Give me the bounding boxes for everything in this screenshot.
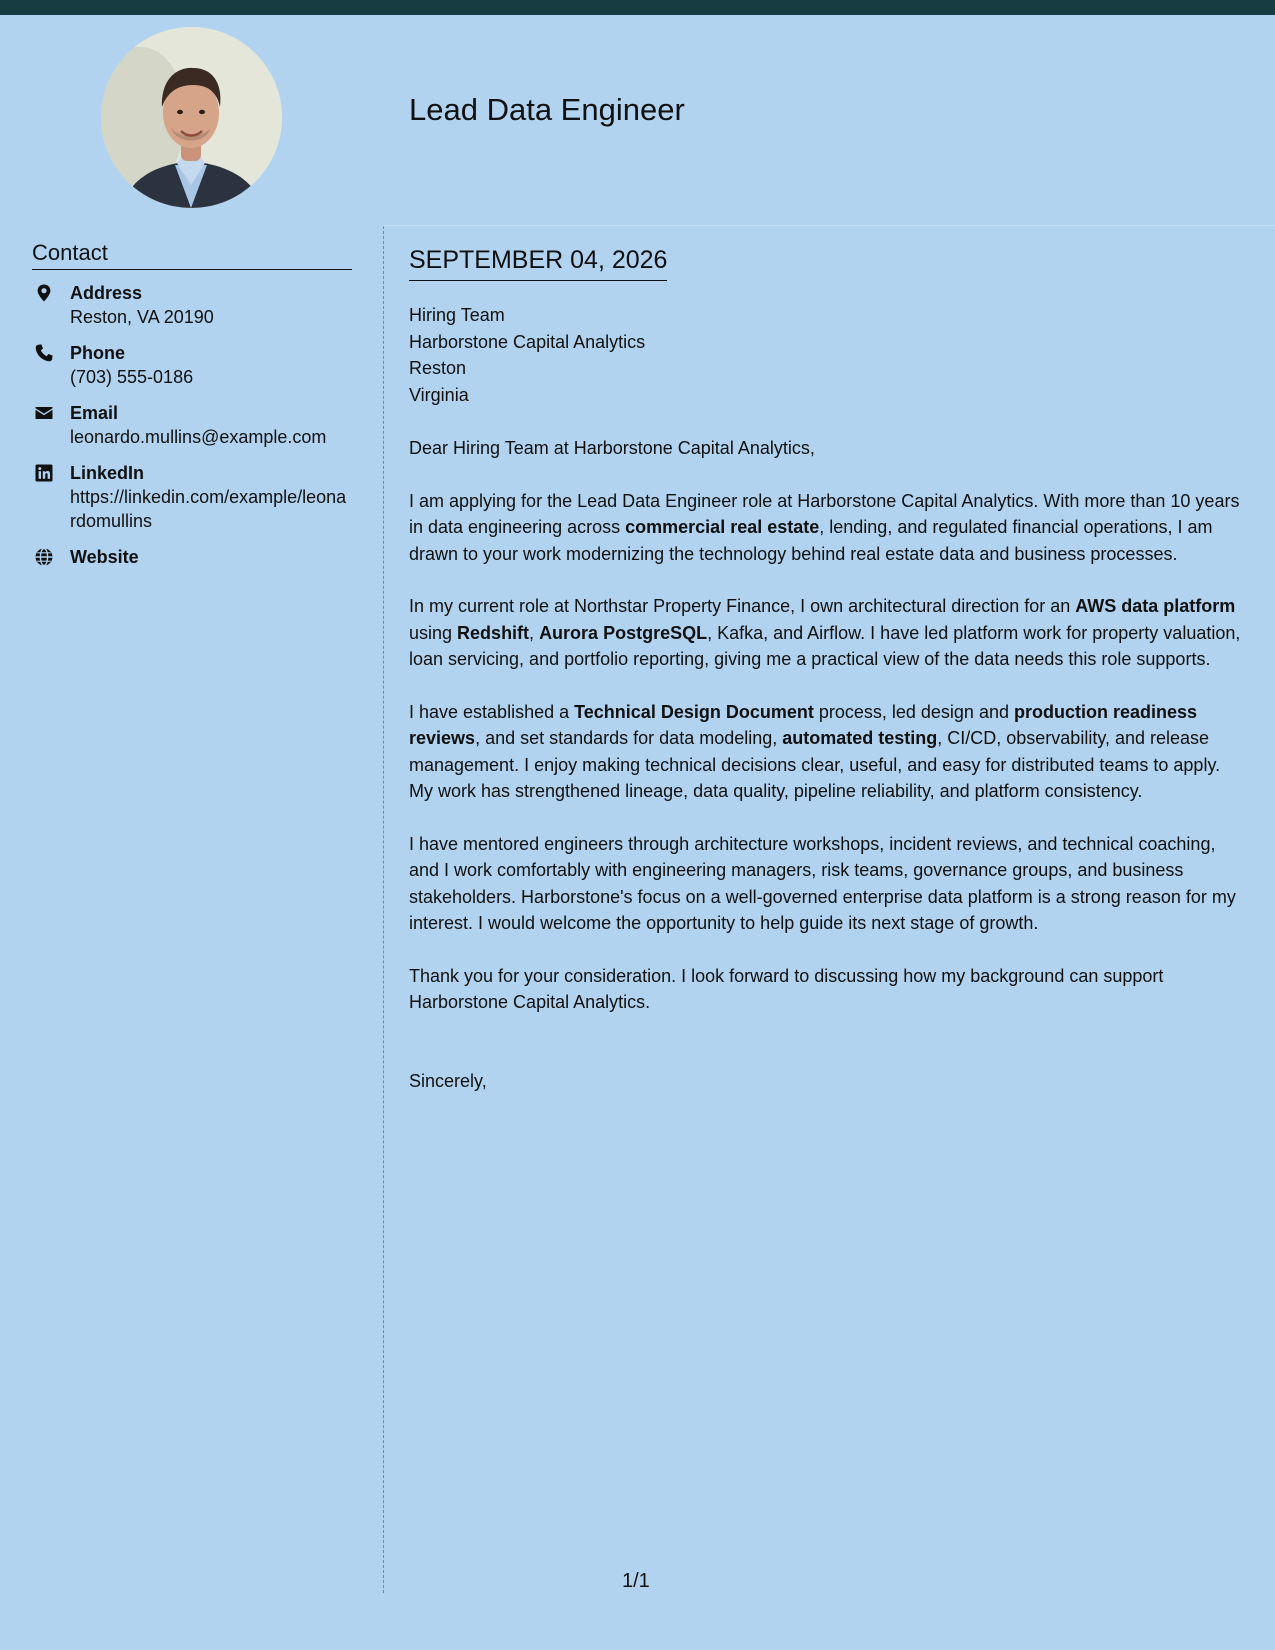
paragraph-text: , lending, and regulated financial operations, I am drawn to your work modernizing the technology behind real estate data and business processes. <box>409 517 1213 564</box>
emphasis-text: production readiness reviews <box>409 701 1198 748</box>
paragraph-text: In my current role at Northstar Property Finance, I own architectural direction for an <box>409 596 1076 616</box>
top-accent-bar <box>0 0 1275 15</box>
header-divider <box>383 225 1275 226</box>
recipient-line: Hiring Team <box>409 305 505 325</box>
phone-icon <box>34 343 54 363</box>
profile-photo <box>101 27 282 208</box>
contact-sidebar <box>32 240 352 582</box>
letter-paragraph <box>409 831 1249 937</box>
email-value[interactable]: leonardo.mullins@example.com <box>70 427 327 447</box>
letter-paragraph <box>409 699 1249 805</box>
recipient-line: Virginia <box>409 384 469 405</box>
contact-linkedin <box>32 462 352 533</box>
paragraph-text: Thank you for your consideration. I look forward to discussing how my background can support Harborstone Capital Analytics. <box>409 965 1164 1012</box>
letter-paragraph <box>409 963 1249 1016</box>
paragraph-text: , Kafka, and Airflow. I have led platform work for property valuation, loan servicing, and portfolio reporting, giving me a practical view of the data needs this role supports. <box>409 622 1241 669</box>
emphasis-text: Redshift <box>457 622 530 643</box>
letter-paragraph <box>409 488 1249 568</box>
website-label: Website <box>70 547 139 567</box>
contact-website <box>32 546 352 569</box>
contact-phone <box>32 342 352 389</box>
contact-address <box>32 282 352 329</box>
paragraph-text: I am applying for the Lead Data Engineer role at Harborstone Capital Analytics. With more than 10 years in data engineering across <box>409 490 1240 537</box>
paragraph-text: I have mentored engineers through architecture workshops, incident reviews, and technical coaching, and I work comfortably with engineering managers, risk teams, governance groups, and business stakeholders. Harborstone's focus on a well-governed enterprise data platform is a strong reason for my interest. I would welcome the opportunity to help guide its next stage of growth. <box>409 833 1236 933</box>
address-value: Reston, VA 20190 <box>70 307 214 327</box>
paragraph-text: process, led design and <box>813 701 1014 722</box>
map-pin-icon <box>34 283 54 303</box>
paragraph-text: I have established a <box>409 701 575 722</box>
linkedin-icon <box>34 463 54 483</box>
email-label: Email <box>70 403 119 423</box>
emphasis-text: Technical Design Document <box>574 701 814 722</box>
address-label: Address <box>70 283 143 303</box>
paragraph-text: , and set standards for data modeling, <box>475 728 783 748</box>
salutation: Dear Hiring Team at Harborstone Capital Analytics, <box>409 438 815 458</box>
phone-value[interactable]: (703) 555-0186 <box>70 367 194 387</box>
paragraph-text: , <box>529 622 540 643</box>
paragraph-text: , CI/CD, observability, and release management. I enjoy making technical decisions clear, useful, and easy for distributed teams to apply. My work has strengthened lineage, data quality, pipeline reliability, and platform consistency. <box>409 728 1221 801</box>
emphasis-text: AWS data platform <box>1075 596 1236 616</box>
phone-label: Phone <box>70 343 126 363</box>
letter-date: SEPTEMBER 04, 2026 <box>409 244 667 281</box>
linkedin-url[interactable]: https://linkedin.com/example/leonardomullins <box>70 487 347 531</box>
emphasis-text: Aurora PostgreSQL <box>539 622 708 643</box>
job-title: Lead Data Engineer <box>409 92 685 127</box>
globe-icon <box>34 547 54 567</box>
contact-heading: Contact <box>32 240 352 270</box>
recipient-line: Harborstone Capital Analytics <box>409 331 646 352</box>
linkedin-label: LinkedIn <box>70 463 145 483</box>
emphasis-text: commercial real estate <box>625 517 820 537</box>
envelope-icon <box>34 403 54 423</box>
profile-photo-illustration <box>101 27 282 208</box>
letter-paragraph <box>409 593 1249 673</box>
page-number: 1/1 <box>622 1570 650 1592</box>
column-divider <box>383 226 384 1593</box>
paragraph-text: using <box>409 622 458 643</box>
closing: Sincerely, <box>409 1070 487 1091</box>
emphasis-text: automated testing <box>782 728 938 748</box>
contact-email <box>32 402 352 449</box>
recipient-block <box>409 302 1249 408</box>
cover-letter-body <box>409 244 1249 1094</box>
recipient-line: Reston <box>409 358 467 378</box>
